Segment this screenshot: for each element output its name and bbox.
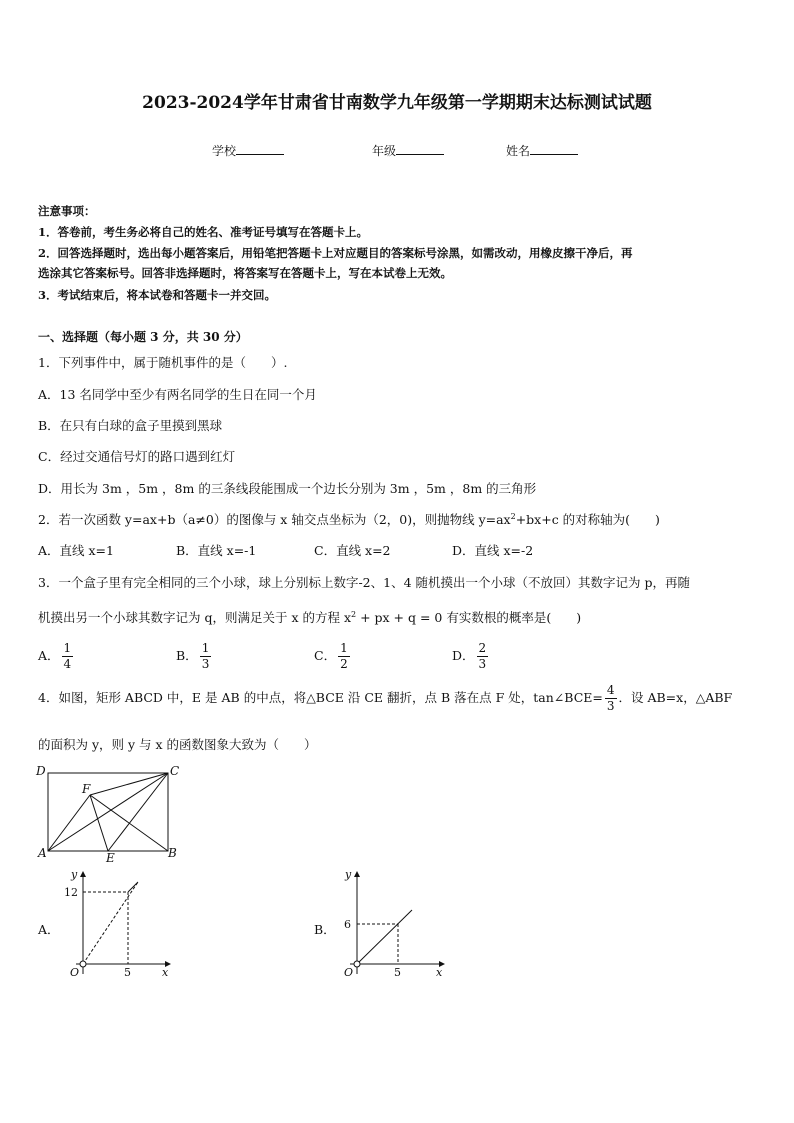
name-label: 姓名 <box>506 144 531 158</box>
graph-a <box>58 864 178 982</box>
q1-option-b: B．在只有白球的盒子里摸到黑球 <box>38 418 223 433</box>
q3-option-c-num: 1 <box>340 641 348 655</box>
q3-option-c-label: C． <box>314 648 337 663</box>
q1-stem: 1．下列事件中，属于随机事件的是（ ）. <box>38 355 288 370</box>
q4-tan-den: 3 <box>606 699 615 713</box>
diagonal-ac <box>48 773 168 851</box>
q4-tan-num: 4 <box>606 683 615 697</box>
graph-b <box>332 864 452 982</box>
q3-option-c <box>314 641 352 672</box>
graph-b-origin-dot <box>354 961 360 967</box>
label-a: A <box>38 846 47 860</box>
graph-b-line <box>357 910 412 964</box>
q3-line-1: 3．一个盒子里有完全相同的三个小球，球上分别标上数字-2、1、4 随机摸出一个小球（不放回）其数字记为 p，再随 <box>38 575 690 590</box>
q3-option-b-den: 3 <box>201 657 210 671</box>
name-blank <box>530 142 578 155</box>
q3-option-c-frac <box>338 641 350 672</box>
name-field <box>506 142 578 159</box>
label-e: E <box>106 851 115 865</box>
q2-sup: 2 <box>510 511 516 521</box>
q2-stem-b: +bx+c 的对称轴为( ) <box>515 512 660 527</box>
graph-a-ray <box>128 882 138 892</box>
q3-option-b-num: 1 <box>201 641 210 655</box>
q3-option-a-den: 4 <box>63 657 72 671</box>
q3-option-a-frac <box>62 641 74 672</box>
q2-option-a: A．直线 x=1 <box>38 543 114 558</box>
grade-blank <box>396 142 444 155</box>
graph-b-y-tick: 6 <box>344 918 351 931</box>
q2-stem <box>38 510 660 528</box>
q3-option-d-den: 3 <box>478 657 487 671</box>
graph-a-x-tick: 5 <box>124 966 131 979</box>
school-blank <box>236 142 284 155</box>
q4-option-a-label: A． <box>38 922 60 937</box>
page-title: 2023-2024学年甘肃省甘南数学九年级第一学期期末达标测试试题 <box>142 93 652 113</box>
q3-option-a-label: A． <box>38 648 60 663</box>
q3-sup: 2 <box>351 609 357 619</box>
q1-option-d: D．用长为 3m ，5m ，8m 的三条线段能围成一个边长分别为 3m ，5m ，8m 的三角形 <box>38 481 537 496</box>
q3-option-d-frac <box>477 641 489 672</box>
q3-option-b-frac <box>200 641 212 672</box>
segment-fc <box>90 773 168 795</box>
section-heading: 一、选择题（每小题 3 分，共 30 分） <box>38 330 248 344</box>
label-b: B <box>168 846 177 860</box>
q3-option-d-num: 2 <box>478 641 487 655</box>
q1-option-a: A．13 名同学中至少有两名同学的生日在同一个月 <box>38 387 317 402</box>
notice-item-3: 3．考试结束后，将本试卷和答题卡一并交回。 <box>38 288 276 302</box>
school-label: 学校 <box>212 144 237 158</box>
segment-ec <box>108 773 168 851</box>
notice-item-2: 2．回答选择题时，选出每小题答案后，用铅笔把答题卡上对应题目的答案标号涂黑，如需改动，用橡皮擦干净后，再 <box>38 246 633 260</box>
grade-field <box>372 142 444 159</box>
notice-item-1: 1．答卷前，考生务必将自己的姓名、准考证号填写在答题卡上。 <box>38 225 368 239</box>
q4-tan-frac <box>605 683 617 714</box>
q4-line-1 <box>38 683 732 714</box>
q3-option-b <box>176 641 213 672</box>
graph-a-x-label: x <box>162 966 169 979</box>
segment-af <box>48 795 90 851</box>
rectangle-figure <box>30 760 190 865</box>
label-d: D <box>36 764 46 778</box>
q3-option-d-label: D． <box>452 648 475 663</box>
segment-fe <box>90 795 108 851</box>
q2-stem-a: 2．若一次函数 y=ax+b（a≠0）的图像与 x 轴交点坐标为（2，0)，则抛物线 y=ax <box>38 512 511 527</box>
q4-line-2: 的面积为 y，则 y 与 x 的函数图象大致为（ ） <box>38 737 317 752</box>
q4-line-1a: 4．如图，矩形 ABCD 中，E 是 AB 的中点，将△BCE 沿 CE 翻折，点 B 落在点 F 处，tan∠BCE= <box>38 690 603 705</box>
graph-a-origin-dot <box>80 961 86 967</box>
q2-option-d: D．直线 x=-2 <box>452 543 534 558</box>
q3-line-2a: 机摸出另一个小球其数字记为 q，则满足关于 x 的方程 x <box>38 610 351 625</box>
grade-label: 年级 <box>372 144 397 158</box>
label-c: C <box>170 764 180 778</box>
notice-heading: 注意事项： <box>38 204 96 218</box>
graph-b-y-label: y <box>345 868 352 881</box>
graph-a-y-tick: 12 <box>64 886 78 899</box>
q3-line-2 <box>38 608 581 626</box>
graph-b-x-label: x <box>436 966 443 979</box>
q3-option-a <box>38 641 75 672</box>
q3-option-c-den: 2 <box>340 657 348 671</box>
graph-b-origin-label: O <box>344 966 354 979</box>
q4-option-b-label: B． <box>314 922 336 937</box>
q3-option-d <box>452 641 490 672</box>
school-field <box>212 142 284 159</box>
graph-a-origin-label: O <box>70 966 80 979</box>
q3-line-2b: + px + q = 0 有实数根的概率是( ) <box>356 610 582 625</box>
q2-option-c: C．直线 x=2 <box>314 543 391 558</box>
q3-option-a-num: 1 <box>63 641 72 655</box>
graph-a-line <box>83 882 138 964</box>
q1-option-c: C．经过交通信号灯的路口遇到红灯 <box>38 449 236 464</box>
notice-item-2-cont: 选涂其它答案标号。回答非选择题时，将答案写在答题卡上，写在本试卷上无效。 <box>38 266 452 280</box>
q2-option-b: B．直线 x=-1 <box>176 543 257 558</box>
graph-b-x-tick: 5 <box>394 966 401 979</box>
graph-a-y-label: y <box>71 868 78 881</box>
q3-option-b-label: B． <box>176 648 198 663</box>
label-f: F <box>82 782 91 796</box>
q4-line-1b: ．设 AB=x，△ABF <box>618 690 733 705</box>
